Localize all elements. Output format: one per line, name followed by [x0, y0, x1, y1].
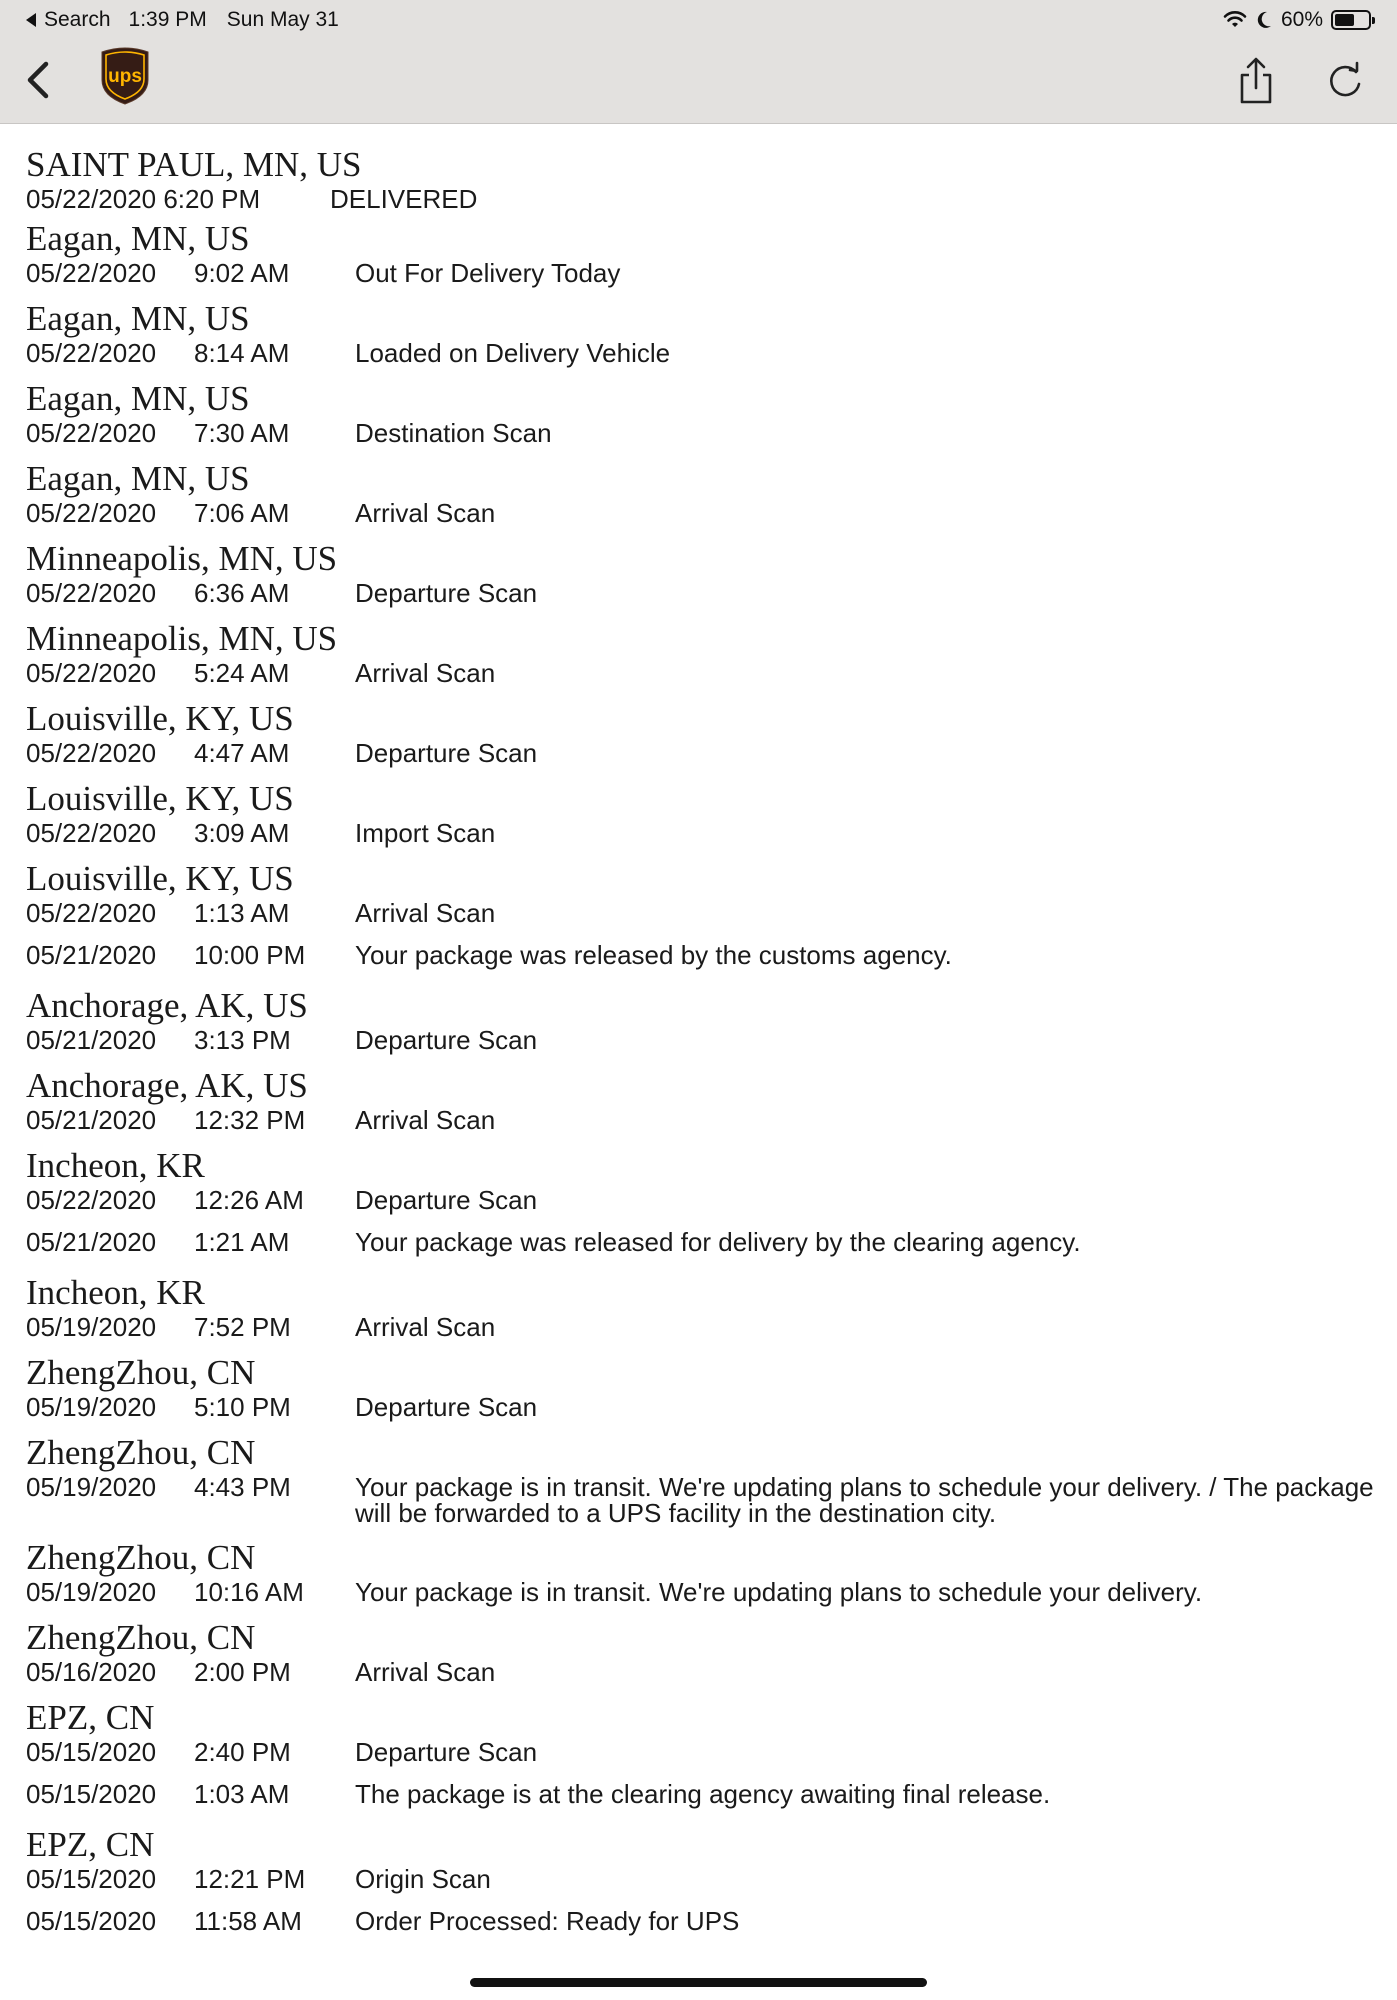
event-status: Order Processed: Ready for UPS — [355, 1906, 740, 1936]
event-time: 5:24 AM — [194, 658, 290, 688]
status-time: 1:39 PM — [128, 8, 207, 31]
event-date: 05/21/2020 — [26, 940, 157, 970]
event-date: 05/22/2020 — [26, 658, 157, 688]
event-status: Your package is in transit. We're updating plans to schedule your delivery. / The package will be forwarded to a UPS facility in the destination city. — [355, 1472, 1374, 1528]
event-location: EPZ, CN — [26, 1698, 155, 1737]
status-bar-left[interactable] — [26, 8, 339, 32]
event-status: Your package was released for delivery by the clearing agency. — [355, 1227, 1081, 1257]
status-bar — [0, 0, 1397, 40]
event-date: 05/15/2020 — [26, 1779, 157, 1809]
event-status: Origin Scan — [355, 1864, 491, 1894]
event-date: 05/22/2020 — [26, 498, 157, 528]
event-status: Your package was released by the customs agency. — [355, 940, 952, 970]
event-date: 05/19/2020 — [26, 1312, 157, 1342]
event-time: 12:26 AM — [194, 1185, 304, 1215]
event-time: 10:16 AM — [194, 1577, 304, 1607]
event-status: Arrival Scan — [355, 498, 496, 528]
event-location: Anchorage, AK, US — [26, 1066, 308, 1105]
event-location: ZhengZhou, CN — [26, 1433, 256, 1472]
event-location: ZhengZhou, CN — [26, 1538, 256, 1577]
status-date: Sun May 31 — [226, 8, 339, 31]
event-status: Out For Delivery Today — [355, 258, 621, 288]
event-location: Eagan, MN, US — [26, 299, 250, 338]
wifi-icon — [1223, 10, 1247, 30]
event-status: Departure Scan — [355, 738, 538, 768]
event-status: Arrival Scan — [355, 658, 496, 688]
event-time: 7:52 PM — [194, 1312, 291, 1342]
event-location: Louisville, KY, US — [26, 779, 294, 818]
event-date: 05/15/2020 — [26, 1737, 157, 1767]
event-time: 1:21 AM — [194, 1227, 290, 1257]
event-time: 4:47 AM — [194, 738, 290, 768]
event-time: 9:02 AM — [194, 258, 290, 288]
event-date: 05/22/2020 — [26, 258, 157, 288]
battery-icon — [1331, 10, 1371, 30]
battery-level — [1335, 14, 1354, 26]
ups-logo — [100, 46, 150, 106]
share-icon[interactable] — [1234, 56, 1278, 106]
event-status: Import Scan — [355, 818, 496, 848]
event-location: Louisville, KY, US — [26, 699, 294, 738]
event-date: 05/19/2020 — [26, 1472, 157, 1502]
event-location: Eagan, MN, US — [26, 219, 250, 258]
nav-bar — [0, 40, 1397, 124]
event-location: Incheon, KR — [26, 1273, 205, 1312]
event-location: Eagan, MN, US — [26, 459, 250, 498]
event-status: Departure Scan — [355, 1025, 538, 1055]
event-time: 3:09 AM — [194, 818, 290, 848]
event-time: 7:30 AM — [194, 418, 290, 448]
event-time: 2:00 PM — [194, 1657, 291, 1687]
event-date: 05/22/2020 6:20 PM — [26, 184, 261, 214]
event-time: 2:40 PM — [194, 1737, 291, 1767]
event-status: Departure Scan — [355, 578, 538, 608]
event-status: Arrival Scan — [355, 898, 496, 928]
event-date: 05/16/2020 — [26, 1657, 157, 1687]
event-status: The package is at the clearing agency awaiting final release. — [355, 1779, 1051, 1809]
svg-text:ups: ups — [108, 66, 142, 87]
event-status: Arrival Scan — [355, 1312, 496, 1342]
event-status: Arrival Scan — [355, 1105, 496, 1135]
event-location: Anchorage, AK, US — [26, 986, 308, 1025]
event-location: EPZ, CN — [26, 1825, 155, 1864]
event-date: 05/21/2020 — [26, 1105, 157, 1135]
event-location: Minneapolis, MN, US — [26, 539, 338, 578]
refresh-icon[interactable] — [1320, 58, 1370, 106]
event-date: 05/22/2020 — [26, 818, 157, 848]
event-date: 05/21/2020 — [26, 1227, 157, 1257]
event-time: 6:36 AM — [194, 578, 290, 608]
back-to-app-label[interactable]: Search — [44, 8, 111, 31]
event-date: 05/22/2020 — [26, 898, 157, 928]
event-status: Your package is in transit. We're updating plans to schedule your delivery. — [355, 1577, 1203, 1607]
event-time: 1:13 AM — [194, 898, 290, 928]
event-date: 05/22/2020 — [26, 1185, 157, 1215]
event-date: 05/22/2020 — [26, 578, 157, 608]
event-status: Loaded on Delivery Vehicle — [355, 338, 671, 368]
event-location: ZhengZhou, CN — [26, 1353, 256, 1392]
tracking-events-list[interactable] — [0, 124, 1397, 1984]
event-date: 05/19/2020 — [26, 1577, 157, 1607]
event-status: Departure Scan — [355, 1737, 538, 1767]
event-location: Minneapolis, MN, US — [26, 619, 338, 658]
event-time: 5:10 PM — [194, 1392, 291, 1422]
event-time: 1:03 AM — [194, 1779, 290, 1809]
event-time: 10:00 PM — [194, 940, 306, 970]
event-location: ZhengZhou, CN — [26, 1618, 256, 1657]
event-date: 05/22/2020 — [26, 418, 157, 448]
event-date: 05/15/2020 — [26, 1906, 157, 1936]
event-location: Eagan, MN, US — [26, 379, 250, 418]
event-location: Louisville, KY, US — [26, 859, 294, 898]
event-status: Destination Scan — [355, 418, 552, 448]
event-status: Departure Scan — [355, 1392, 538, 1422]
event-status: Departure Scan — [355, 1185, 538, 1215]
event-date: 05/15/2020 — [26, 1864, 157, 1894]
event-date: 05/19/2020 — [26, 1392, 157, 1422]
chevron-left-icon[interactable] — [18, 58, 62, 102]
event-date: 05/22/2020 — [26, 738, 157, 768]
back-to-app-icon[interactable] — [26, 13, 36, 27]
event-location: SAINT PAUL, MN, US — [26, 145, 362, 184]
event-time: 12:32 PM — [194, 1105, 306, 1135]
event-time: 3:13 PM — [194, 1025, 291, 1055]
home-indicator[interactable] — [470, 1978, 927, 1987]
event-time: 8:14 AM — [194, 338, 290, 368]
event-location: Incheon, KR — [26, 1146, 205, 1185]
battery-percent: 60% — [1280, 8, 1323, 31]
event-date: 05/22/2020 — [26, 338, 157, 368]
moon-icon — [1255, 10, 1273, 30]
event-date: 05/21/2020 — [26, 1025, 157, 1055]
event-time: 11:58 AM — [194, 1906, 302, 1936]
event-time: 4:43 PM — [194, 1472, 291, 1502]
status-bar-right — [1223, 8, 1371, 32]
event-time: 7:06 AM — [194, 498, 290, 528]
event-status: Arrival Scan — [355, 1657, 496, 1687]
event-status: DELIVERED — [330, 184, 478, 214]
event-time: 12:21 PM — [194, 1864, 306, 1894]
